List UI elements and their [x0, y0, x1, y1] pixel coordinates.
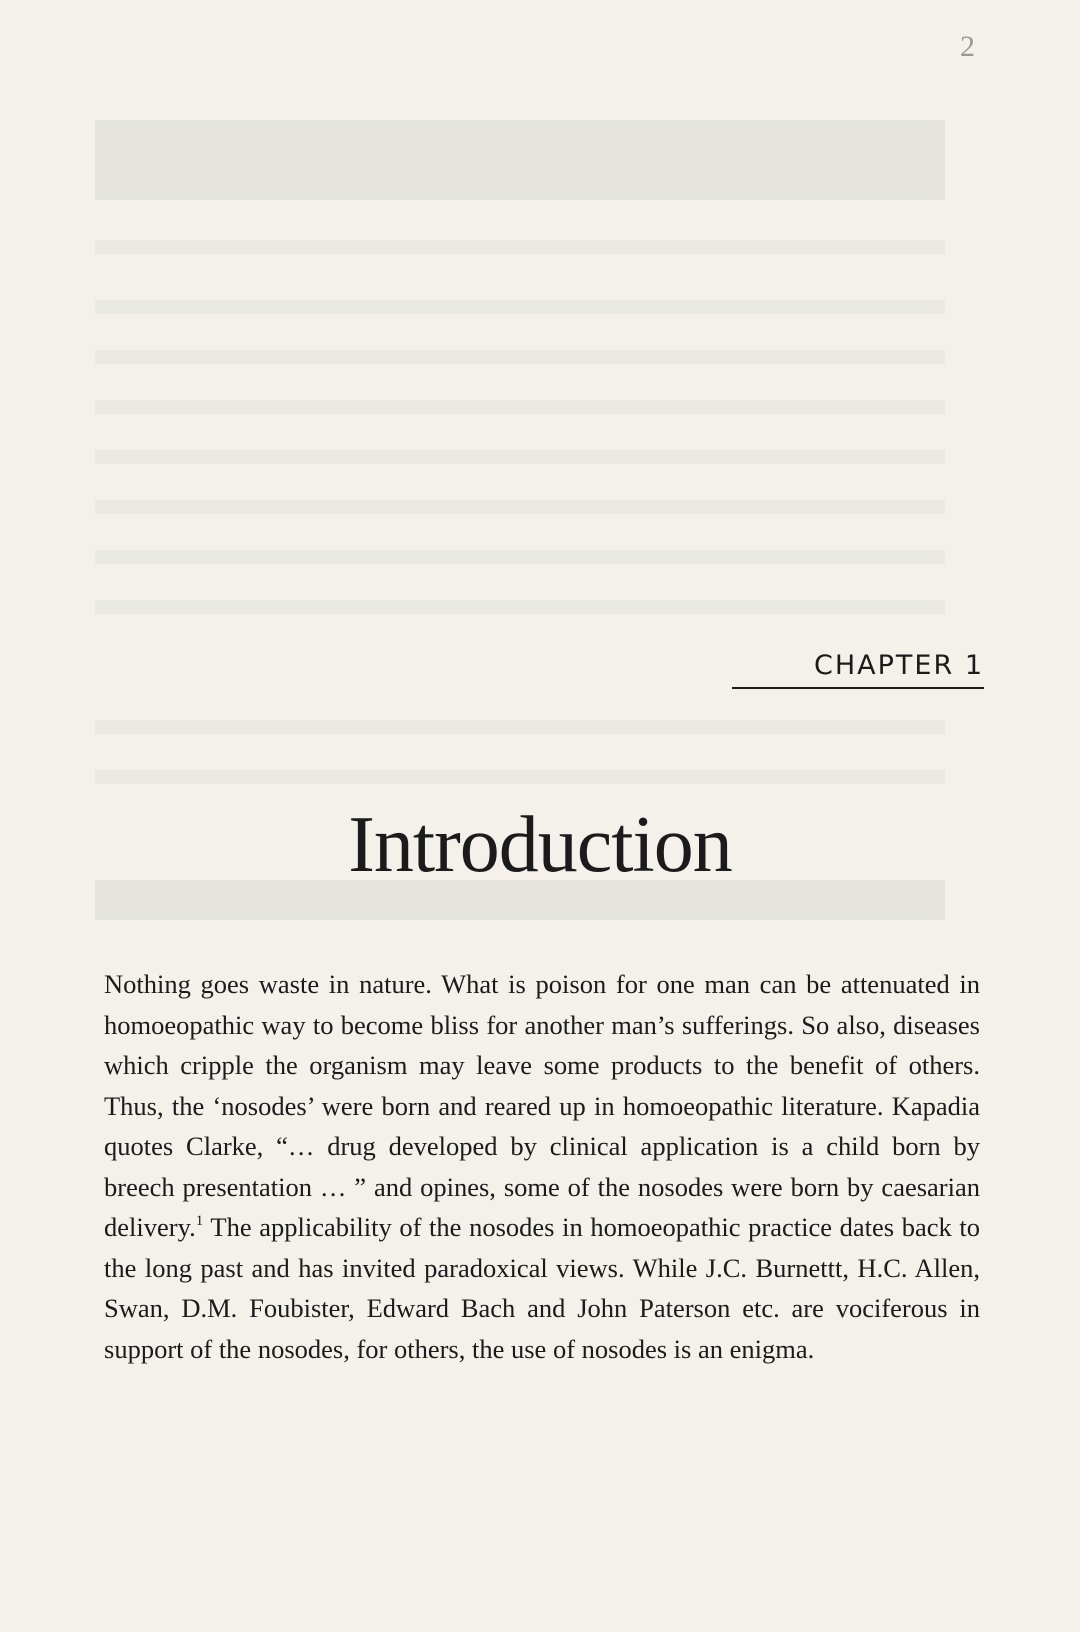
body-paragraph	[104, 964, 980, 1369]
chapter-rule	[732, 687, 984, 689]
chapter-title: Introduction	[348, 801, 732, 889]
chapter-label: CHAPTER 1	[814, 650, 984, 681]
page-number: 2	[960, 30, 975, 63]
chapter-heading	[732, 650, 984, 689]
body-text-part-2: The applicability of the nosodes in homoeopathic practice dates back to the long past and has invited paradoxical views. While J.C. Burnettt, H.C. Allen, Swan, D.M. Foubister, Edward Bach and John Paterson etc. are vociferous in support of the nosodes, for others, the use of nosodes is an enigma.	[104, 1212, 980, 1364]
footnote-reference: 1	[195, 1213, 204, 1229]
body-text-part-1: Nothing goes waste in nature. What is poison for one man can be attenuated in homoeopathic way to become bliss for another man’s sufferings. So also, diseases which cripple the organism may leave some products to the benefit of others. Thus, the ‘nosodes’ were born and reared up in homoeopathic literature. Kapadia quotes Clarke, “… drug developed by clinical application is a child born by breech presentation … ” and opines, some of the nosodes were born by caesarian delivery.	[104, 969, 980, 1242]
